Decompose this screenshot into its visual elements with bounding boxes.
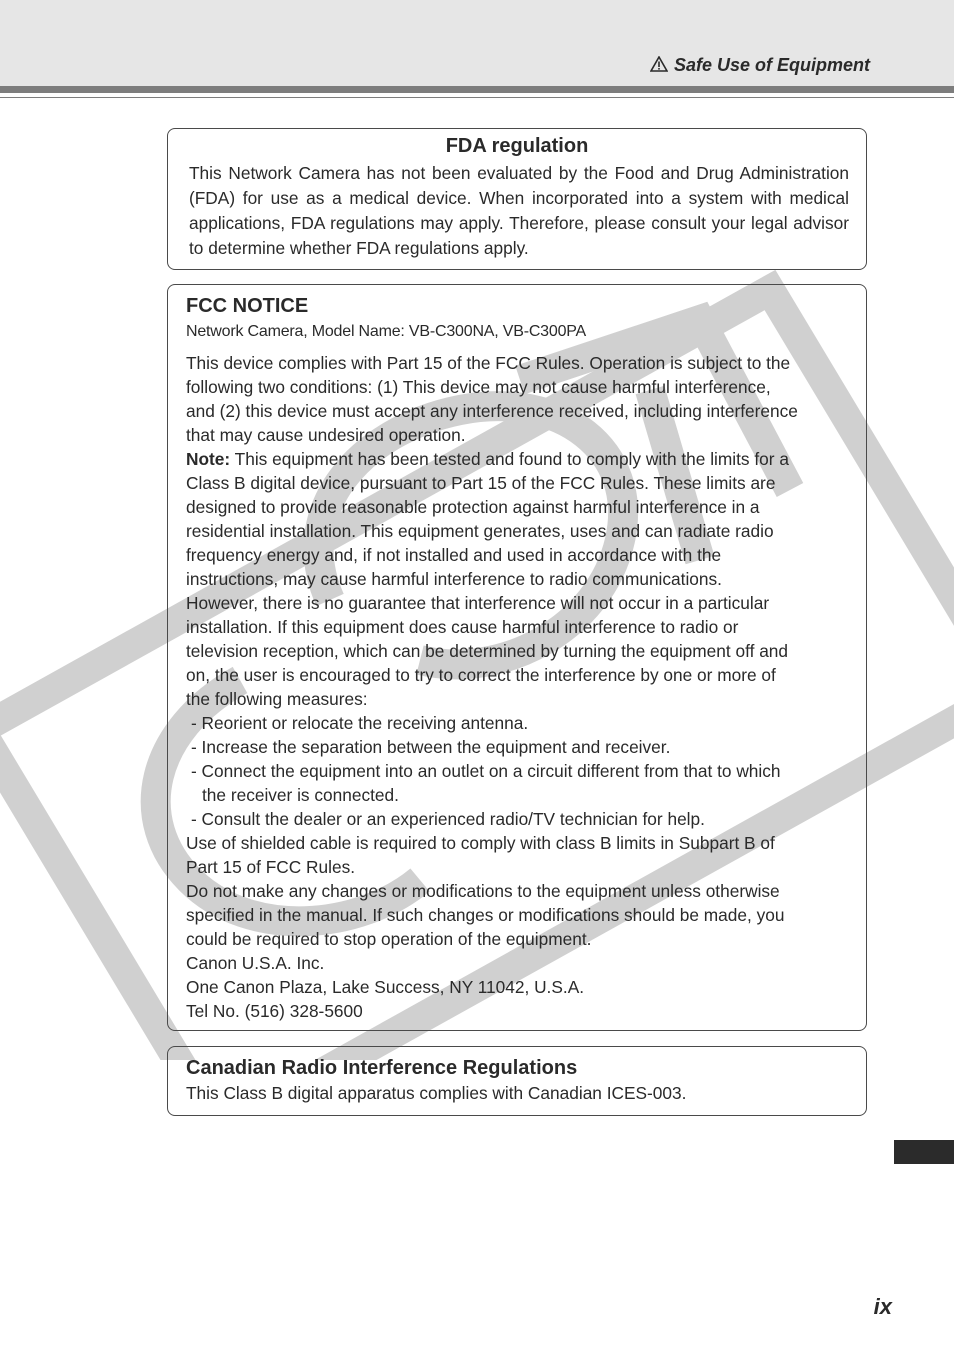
fcc-line: installation. If this equipment does cause harmful interference to radio or xyxy=(186,617,739,637)
side-tab-marker xyxy=(894,1140,954,1164)
fcc-line: following two conditions: (1) This device may not cause harmful interference, xyxy=(186,377,771,397)
fcc-line: that may cause undesired operation. xyxy=(186,425,466,445)
fcc-note-line xyxy=(186,447,856,471)
fcc-line: However, there is no guarantee that interference will not occur in a particular xyxy=(186,593,770,613)
measure-item: - Consult the dealer or an experienced radio/TV technician for help. xyxy=(191,809,705,829)
fcc-line: and (2) this device must accept any interference received, including interference xyxy=(186,401,798,421)
fcc-line: specified in the manual. If such changes or modifications should be made, you xyxy=(186,905,785,925)
header-rule-thick xyxy=(0,86,954,93)
fcc-line: on, the user is encouraged to try to correct the interference by one or more of xyxy=(186,665,776,685)
company-name: Canon U.S.A. Inc. xyxy=(186,953,325,973)
section-header-text: Safe Use of Equipment xyxy=(673,55,870,75)
fcc-line: the following measures: xyxy=(186,689,368,709)
fcc-line: could be required to stop operation of the equipment. xyxy=(186,929,592,949)
page-number: ix xyxy=(873,1294,892,1319)
note-text: This equipment has been tested and found to comply with the limits for a xyxy=(230,449,789,469)
company-phone: Tel No. (516) 328-5600 xyxy=(186,1001,363,1021)
fda-text: This Network Camera has not been evaluated by the Food and Drug Administration (FDA) for use as a medical device. When incorporated into a system with medical applications, FDA regulations may apply. Therefore, please consult your legal advisor to determine whether FDA regulations apply. xyxy=(189,163,849,258)
fcc-line: This device complies with Part 15 of the FCC Rules. Operation is subject to the xyxy=(186,353,791,373)
canadian-regulations-box xyxy=(167,1046,867,1116)
fcc-body xyxy=(186,351,856,1023)
fcc-line: Class B digital device, pursuant to Part 15 of the FCC Rules. These limits are xyxy=(186,473,776,493)
canadian-text: This Class B digital apparatus complies with Canadian ICES-003. xyxy=(186,1083,687,1103)
fcc-line: Use of shielded cable is required to comply with class B limits in Subpart B of xyxy=(186,833,775,853)
fcc-line: instructions, may cause harmful interference to radio communications. xyxy=(186,569,722,589)
measure-item: - Connect the equipment into an outlet on a circuit different from that to which xyxy=(191,761,781,781)
fcc-line: frequency energy and, if not installed and used in accordance with the xyxy=(186,545,722,565)
canadian-title: Canadian Radio Interference Regulations xyxy=(186,1057,578,1079)
measure-item-continued: the receiver is connected. xyxy=(202,785,399,805)
note-label: Note: xyxy=(186,449,231,469)
fcc-model-name: Network Camera, Model Name: VB-C300NA, VB-C300PA xyxy=(186,323,587,340)
header-rule-thin xyxy=(0,97,954,98)
fcc-line: residential installation. This equipment generates, uses and can radiate radio xyxy=(186,521,774,541)
warning-triangle-icon xyxy=(650,56,668,72)
fcc-line: designed to provide reasonable protection against harmful interference in a xyxy=(186,497,760,517)
company-address: One Canon Plaza, Lake Success, NY 11042, U.S.A. xyxy=(186,977,585,997)
fcc-line: Do not make any changes or modifications to the equipment unless otherwise xyxy=(186,881,780,901)
fcc-title: FCC NOTICE xyxy=(186,295,309,317)
fda-regulation-box xyxy=(167,128,867,270)
fcc-line: Part 15 of FCC Rules. xyxy=(186,857,356,877)
fcc-notice-box xyxy=(167,284,867,1031)
fcc-line: television reception, which can be determined by turning the equipment off and xyxy=(186,641,789,661)
measure-item: - Increase the separation between the equipment and receiver. xyxy=(191,737,671,757)
measure-item: - Reorient or relocate the receiving antenna. xyxy=(191,713,529,733)
section-header xyxy=(650,55,870,76)
fda-title: FDA regulation xyxy=(445,135,589,157)
